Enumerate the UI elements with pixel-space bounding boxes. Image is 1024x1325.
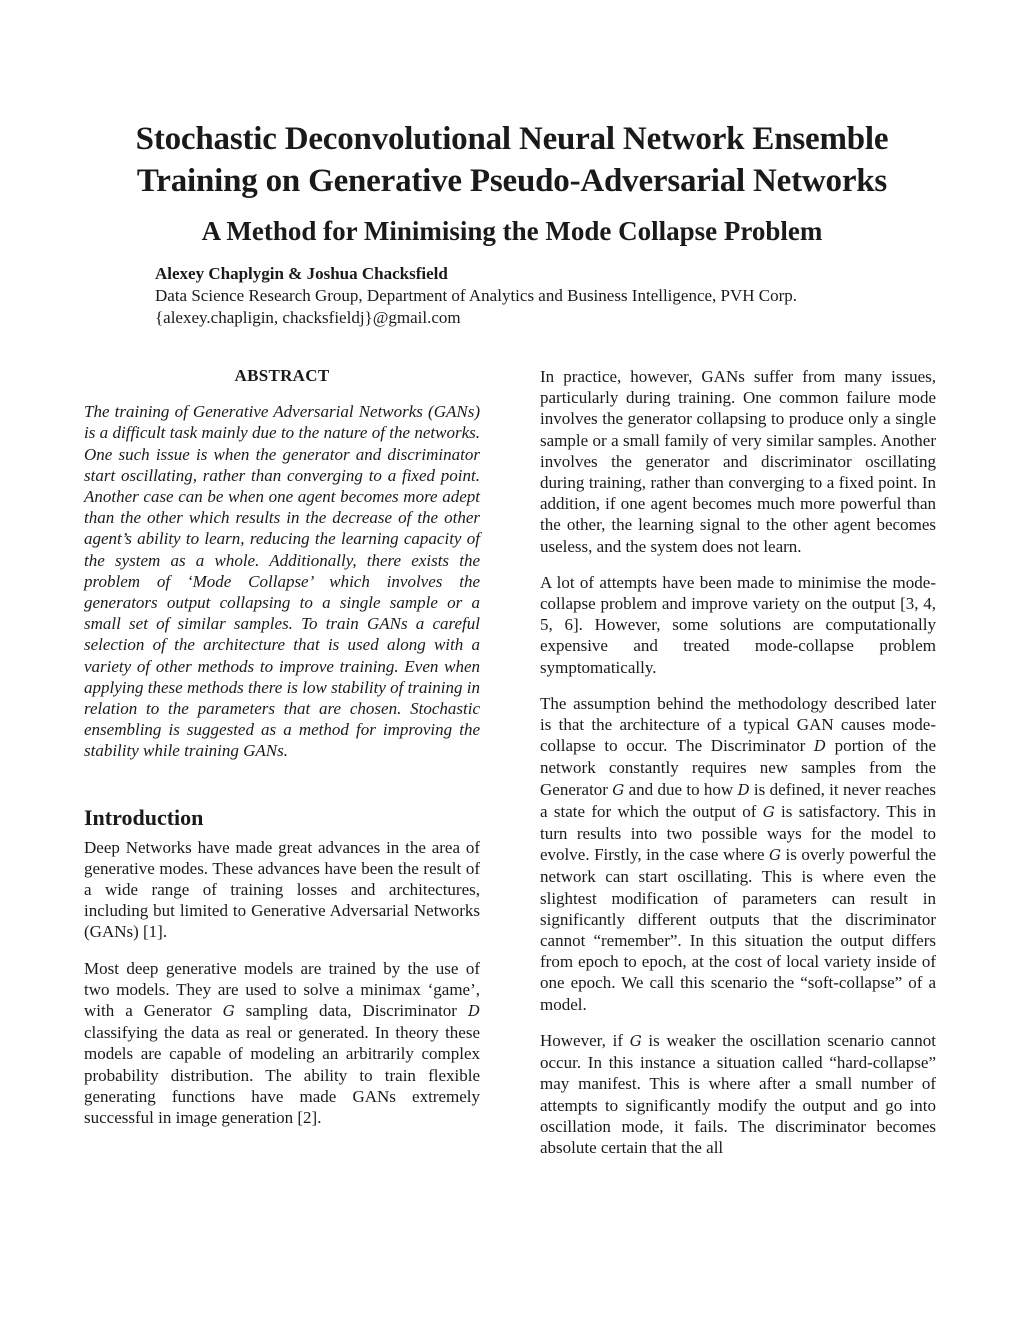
math-var-g: G	[629, 1031, 642, 1050]
abstract-body: The training of Generative Adversarial Networks (GANs) is a difficult task mainly due to the nature of the networks. One such issue is when the generator and discriminator start oscillating, rather than converging to a fixed point. Another case can be when one agent becomes more adept than the other which results in the decrease of the other agent’s ability to learn, reducing the learning capacity of the system as a whole. Additionally, there exists the problem of ‘Mode Collapse’ which involves the generators output collapsing to a single sample or a small set of similar samples. To train GANs a careful selection of the architecture that is used along with a variety of other methods to improve training. Even when applying these methods there is low stability of training in relation to the parameters that are chosen. Stochastic ensembling is suggested as a method for improving the stability while training GANs.	[84, 402, 480, 761]
right-column	[540, 366, 936, 1173]
intro-p2-text-b: sampling data, Discriminator	[234, 1001, 468, 1021]
body-paragraph-2: A lot of attempts have been made to minimise the mode-collapse problem and improve variety on the output [3, 4, 5, 6]. However, some solutions are computationally expensive and treated mode-collapse problem symptomatically.	[540, 572, 936, 677]
body-p4-text-b: is weaker the oscillation scenario cannot occur. In this instance a situation called “hard-collapse” may manifest. This is where after a small number of attempts to significantly modify the output and go into oscillation mode, it fails. The discriminator becomes absolute certain that the all	[540, 1030, 936, 1157]
left-column	[84, 365, 480, 1143]
body-p3-text-d: is defined, it never reaches a state for which the output of	[540, 779, 936, 821]
title-line-2: Training on Generative Pseudo-Adversarial Networks	[136, 163, 888, 199]
intro-p2-text-c: classifying the data as real or generated. In theory these models are capable of modeling an arbitrarily complex probability distribution. The ability to train flexible generating functions have made GANs extremely successful in image generation [2].	[84, 1023, 480, 1128]
intro-paragraph-1: Deep Networks have made great advances in the area of generative modes. These advances have been the result of a wide range of training losses and architectures, including but limited to Generative Adversarial Networks (GANs) [1].	[84, 837, 480, 942]
body-p3-text-f: is overly powerful the network can start oscillating. This is where even the slightest modification of parameters can result in significantly different outputs that the discriminator cannot “remember”. In this situation the output differs from epoch to epoch, at the cost of local variety inside of one epoch. We call this scenario the “soft-collapse” of a model.	[540, 845, 936, 1014]
author-emails: {alexey.chapligin, chacksfieldj}@gmail.com	[155, 308, 461, 327]
abstract-heading: ABSTRACT	[234, 366, 330, 385]
introduction-heading: Introduction	[84, 804, 204, 830]
body-p3-text-b: portion of the network constantly requires new samples from the Generator	[540, 736, 936, 799]
math-var-d: D	[813, 737, 826, 756]
paper-title	[60, 118, 964, 202]
body-p4-text-a: However, if	[540, 1030, 630, 1050]
math-var-d: D	[467, 1002, 480, 1021]
body-p3-text-a: The assumption behind the methodology described later is that the architecture of a typical GAN causes mode-collapse to occur. The Discriminator	[540, 693, 936, 756]
body-p3-text-e: is satisfactory. This in turn results into two possible ways for the model to evolve. Firstly, in the case where	[540, 801, 937, 865]
intro-p2-text-a: Most deep generative models are trained by the use of two models. They are used to solve a minimax ‘game’, with a Generator	[84, 958, 480, 1021]
math-var-g: G	[222, 1002, 235, 1021]
paper-subtitle: A Method for Minimising the Mode Collapse Problem	[201, 216, 823, 246]
intro-paragraph-2	[84, 958, 480, 1129]
body-paragraph-3	[540, 693, 936, 1015]
math-var-d: D	[737, 780, 750, 799]
body-p3-text-c: and due to how	[624, 779, 738, 799]
body-paragraph-1: In practice, however, GANs suffer from many issues, particularly during training. One common failure mode involves the generator collapsing to produce only a single sample or a small family of very similar samples. Another involves the generator and discriminator oscillating during training, rather than converging to a fixed point. In addition, if one agent becomes much more powerful than the other, the learning signal to the other agent becomes useless, and the system does not learn.	[540, 367, 936, 556]
math-var-g: G	[762, 802, 775, 821]
author-names: Alexey Chaplygin & Joshua Chacksfield	[155, 264, 448, 283]
author-block	[155, 263, 915, 329]
title-line-1: Stochastic Deconvolutional Neural Network Ensemble	[135, 121, 889, 157]
math-var-g: G	[769, 846, 781, 865]
author-affiliation: Data Science Research Group, Department of Analytics and Business Intelligence, PVH Corp.	[155, 286, 798, 305]
body-paragraph-4	[540, 1030, 936, 1158]
math-var-g: G	[612, 780, 625, 799]
